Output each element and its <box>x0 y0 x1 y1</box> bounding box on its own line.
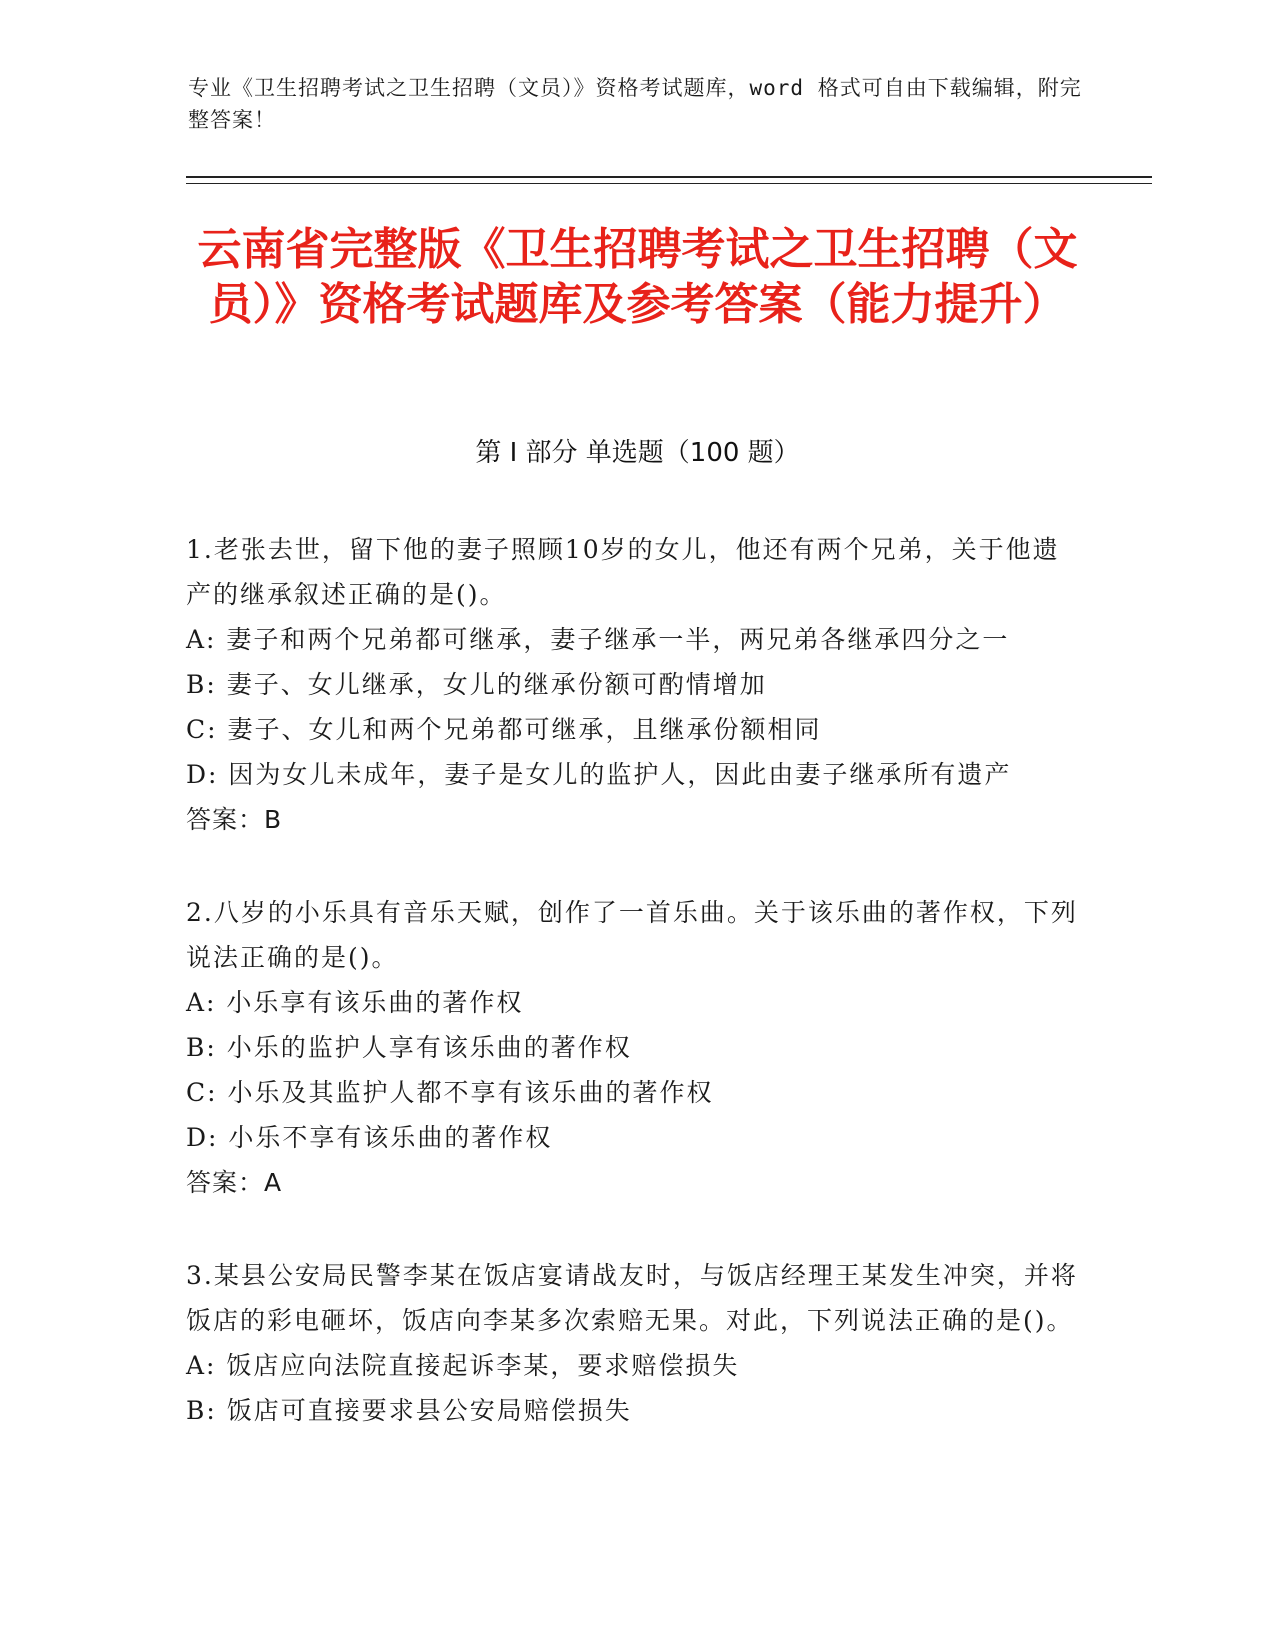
option-b: B: 饭店可直接要求县公安局赔偿损失 <box>186 1396 632 1425</box>
answer: 答案：A <box>186 1168 283 1197</box>
option-b: B: 妻子、女儿继承，女儿的继承份额可酌情增加 <box>186 670 767 699</box>
page-title: 云南省完整版《卫生招聘考试之卫生招聘（文员）》资格考试题库及参考答案（能力提升） <box>197 224 1078 330</box>
option-d: D: 小乐不享有该乐曲的著作权 <box>186 1123 553 1152</box>
question-stem: 1.老张去世，留下他的妻子照顾10岁的女儿，他还有两个兄弟，关于他遗产的继承叙述正确的是()。 <box>186 535 1060 609</box>
header-rule-thin <box>186 183 1152 184</box>
section-title: 第 I 部分 单选题（100 题） <box>475 438 800 468</box>
question-2 <box>186 890 1086 1205</box>
option-c: C: 小乐及其监护人都不享有该乐曲的著作权 <box>186 1078 714 1107</box>
option-a: A: 妻子和两个兄弟都可继承，妻子继承一半，两兄弟各继承四分之一 <box>186 625 1010 654</box>
question-1 <box>186 527 1086 842</box>
question-3 <box>186 1253 1086 1433</box>
option-d: D: 因为女儿未成年，妻子是女儿的监护人，因此由妻子继承所有遗产 <box>186 760 1012 789</box>
header-note: 专业《卫生招聘考试之卫生招聘（文员）》资格考试题库，word 格式可自由下载编辑，附完整答案！ <box>188 76 1082 132</box>
answer: 答案：B <box>186 805 283 834</box>
question-stem: 3.某县公安局民警李某在饭店宴请战友时，与饭店经理王某发生冲突，并将饭店的彩电砸坏，饭店向李某多次索赔无果。对此，下列说法正确的是()。 <box>186 1261 1078 1335</box>
header-rule-thick <box>186 176 1152 178</box>
question-stem: 2.八岁的小乐具有音乐天赋，创作了一首乐曲。关于该乐曲的著作权，下列说法正确的是()。 <box>186 898 1078 972</box>
option-c: C: 妻子、女儿和两个兄弟都可继承，且继承份额相同 <box>186 715 822 744</box>
question-list <box>186 527 1086 1481</box>
option-b: B: 小乐的监护人享有该乐曲的著作权 <box>186 1033 632 1062</box>
option-a: A: 饭店应向法院直接起诉李某，要求赔偿损失 <box>186 1351 740 1380</box>
option-a: A: 小乐享有该乐曲的著作权 <box>186 988 524 1017</box>
